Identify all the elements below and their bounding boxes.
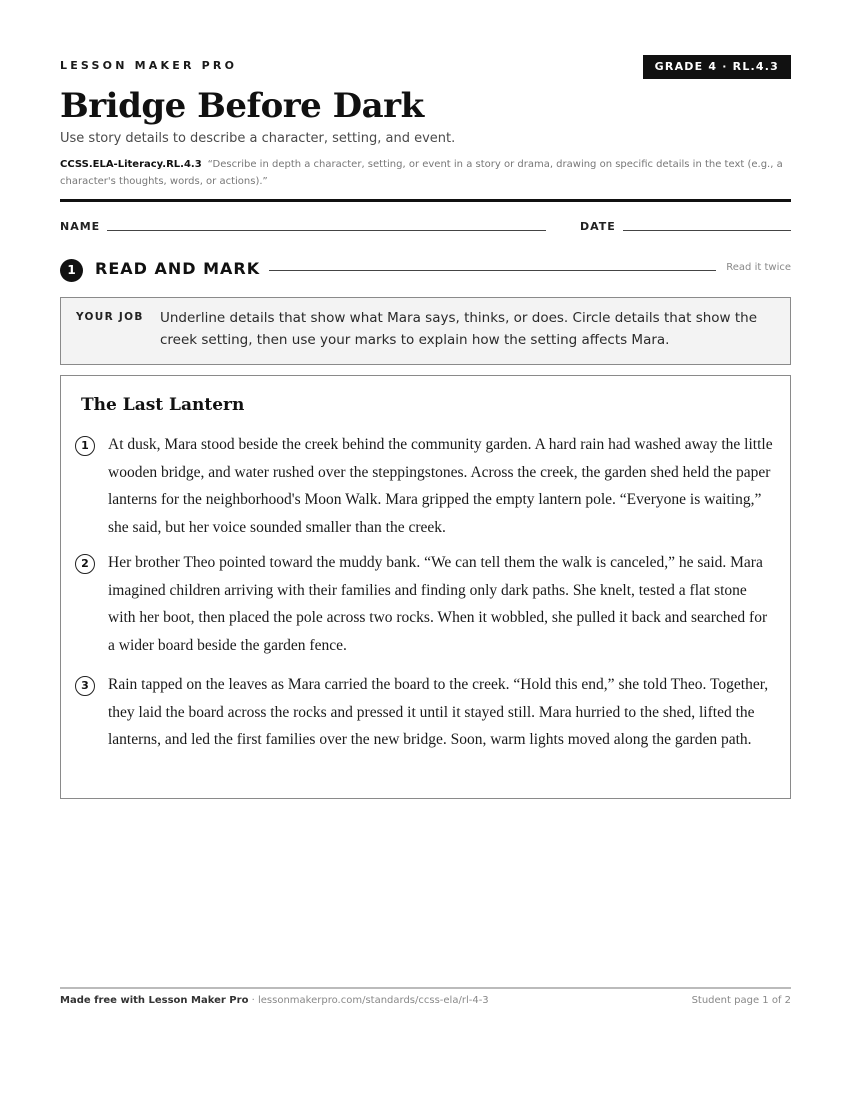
grade-badge: GRADE 4 · RL.4.3: [643, 55, 791, 79]
footer-url-link[interactable]: lessonmakerpro.com/standards/ccss-ela/rl-4-3: [257, 995, 489, 1006]
paragraph-text: At dusk, Mara stood beside the creek behind the community garden. A hard rain had washed away the little wooden bridge, and water rushed over the steppingstones. Across the creek, the garden shed held the paper lanterns for the neighborhood's Moon Walk. Mara gripped the empty lantern pole. “Everyone is waiting,” she said, but her voice sounded smaller than the creek.: [108, 436, 773, 536]
section-title: READ AND MARK: [95, 259, 261, 278]
brand-name: LESSON MAKER PRO: [60, 59, 238, 72]
standard-code: CCSS.ELA-Literacy.RL.4.3: [60, 159, 202, 170]
standard-description: [60, 156, 791, 190]
instructions-text: Underline details that show what Mara says, thinks, or does. Circle details that show the creek setting, then use your marks to explain how the setting affects Mara.: [160, 310, 758, 348]
top-bar: [60, 55, 791, 79]
section-header: [60, 258, 791, 282]
paragraph-number: 1: [75, 436, 95, 456]
standard-text: “Describe in depth a character, setting, or event in a story or drama, drawing on specific details in the text (e.g., a character's thoughts, words, or actions).”: [60, 159, 783, 187]
instructions-box: [60, 297, 791, 365]
footer-separator: ·: [248, 995, 258, 1006]
story-paragraph: [75, 431, 775, 541]
instructions-label: YOUR JOB: [76, 311, 144, 323]
section-divider: [269, 270, 716, 271]
name-label: NAME: [60, 220, 101, 233]
page-subtitle: Use story details to describe a character, setting, and event.: [60, 131, 456, 146]
paragraph-number: 2: [75, 554, 95, 574]
footer-divider: [60, 987, 791, 989]
header-divider: [60, 199, 791, 202]
section-number-badge: 1: [60, 259, 83, 282]
page-title: Bridge Before Dark: [60, 86, 424, 126]
footer-made-with: Made free with Lesson Maker Pro: [60, 995, 249, 1006]
paragraph-text: Rain tapped on the leaves as Mara carried the board to the creek. “Hold this end,” she told Theo. Together, they laid the board across the rocks and pressed it until it stayed still. Mara hurried to the shed, lifted the lanterns, and led the first families over the new bridge. Soon, warm lights moved along the garden path.: [108, 676, 769, 748]
date-field[interactable]: [623, 230, 791, 231]
worksheet-page: [60, 0, 791, 1100]
name-field[interactable]: [107, 230, 546, 231]
date-label: DATE: [580, 220, 616, 233]
story-title: The Last Lantern: [81, 395, 245, 415]
story-passage: [60, 375, 791, 799]
section-note: Read it twice: [726, 262, 791, 273]
story-paragraph: [75, 549, 775, 659]
paragraph-number: 3: [75, 676, 95, 696]
page-number: Student page 1 of 2: [691, 995, 791, 1006]
footer-credit: [60, 995, 489, 1006]
name-date-row: [60, 219, 791, 235]
story-paragraph: [75, 671, 775, 781]
paragraph-text: Her brother Theo pointed toward the muddy bank. “We can tell them the walk is canceled,” he said. Mara imagined children arriving with their families and finding only dark paths. She knelt, tested a flat stone with her boot, then placed the pole across two rocks. When it wobbled, she pulled it back and searched for a wider board beside the garden fence.: [108, 554, 768, 654]
